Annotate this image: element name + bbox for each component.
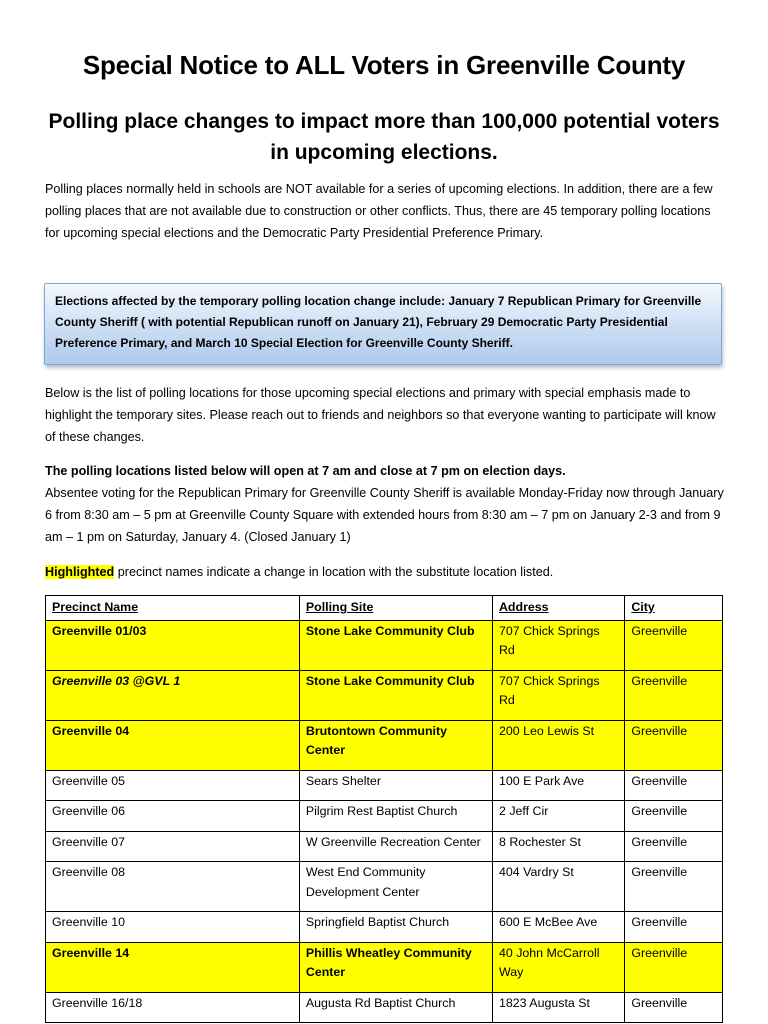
polling-site-cell: Phillis Wheatley Community Center	[299, 942, 492, 992]
highlight-legend	[45, 561, 725, 583]
table-row	[46, 992, 723, 1023]
table-row	[46, 942, 723, 992]
polling-site-cell: Stone Lake Community Club	[299, 670, 492, 720]
address-cell: 1823 Augusta St	[492, 992, 624, 1023]
city-cell: Greenville	[625, 942, 723, 992]
absentee-voting-text: Absentee voting for the Republican Primary for Greenville County Sheriff is available Monday-Friday now through January 6 from 8:30 am – 5 pm at Greenville County Square with extended hours from 8:30 am – 7 pm on January 2-3 and from 9 am – 1 pm on Saturday, January 4. (Closed January 1)	[45, 486, 724, 544]
precinct-name-cell: Greenville 16/18	[46, 992, 300, 1023]
address-cell: 100 E Park Ave	[492, 770, 624, 801]
elections-callout-box: Elections affected by the temporary polling location change include: January 7 Republican Primary for Greenville County Sheriff ( with potential Republican runoff on January 21), February 29 Democratic Party Presidential Preference Primary, and March 10 Special Election for Greenville County Sheriff.	[44, 283, 722, 365]
address-cell: 200 Leo Lewis St	[492, 720, 624, 770]
address-cell: 2 Jeff Cir	[492, 801, 624, 832]
precinct-name-cell: Greenville 06	[46, 801, 300, 832]
city-cell: Greenville	[625, 720, 723, 770]
polling-site-cell: Springfield Baptist Church	[299, 912, 492, 943]
precinct-name-cell: Greenville 04	[46, 720, 300, 770]
precinct-name-cell: Greenville 10	[46, 912, 300, 943]
city-cell: Greenville	[625, 992, 723, 1023]
table-row	[46, 720, 723, 770]
city-cell: Greenville	[625, 831, 723, 862]
table-row	[46, 801, 723, 832]
city-cell: Greenville	[625, 670, 723, 720]
precinct-name-cell: Greenville 08	[46, 862, 300, 912]
precinct-name-cell: Greenville 01/03	[46, 620, 300, 670]
address-cell: 40 John McCarroll Way	[492, 942, 624, 992]
precinct-name-cell: Greenville 07	[46, 831, 300, 862]
table-row	[46, 912, 723, 943]
highlighted-label: Highlighted	[45, 565, 115, 579]
address-cell: 600 E McBee Ave	[492, 912, 624, 943]
table-row	[46, 770, 723, 801]
city-cell: Greenville	[625, 912, 723, 943]
table-header-row	[46, 596, 723, 621]
polling-site-cell: Sears Shelter	[299, 770, 492, 801]
hours-paragraph	[45, 460, 725, 548]
address-cell: 707 Chick Springs Rd	[492, 670, 624, 720]
legend-text: precinct names indicate a change in location with the substitute location listed.	[114, 565, 554, 579]
table-row	[46, 620, 723, 670]
table-body	[46, 620, 723, 1023]
intro-paragraph: Polling places normally held in schools are NOT available for a series of upcoming elections. In addition, there are a few polling places that are not available due to construction or other conflicts. Thus, there are 45 temporary polling locations for upcoming special elections and the Democratic Party Presidential Preference Primary.	[45, 182, 713, 240]
table-row	[46, 862, 723, 912]
polling-site-cell: West End Community Development Center	[299, 862, 492, 912]
address-cell: 707 Chick Springs Rd	[492, 620, 624, 670]
precinct-name-cell: Greenville 03 @GVL 1	[46, 670, 300, 720]
polling-site-cell: Augusta Rd Baptist Church	[299, 992, 492, 1023]
polling-hours-text: The polling locations listed below will open at 7 am and close at 7 pm on election days.	[45, 464, 566, 478]
city-cell: Greenville	[625, 801, 723, 832]
polling-site-cell: Stone Lake Community Club	[299, 620, 492, 670]
address-cell: 404 Vardry St	[492, 862, 624, 912]
precinct-name-cell: Greenville 05	[46, 770, 300, 801]
page-title: Special Notice to ALL Voters in Greenville County	[82, 50, 686, 80]
page-subtitle: Polling place changes to impact more than 100,000 potential voters in upcoming elections.	[48, 110, 720, 164]
header-address: Address	[492, 596, 624, 621]
table-row	[46, 831, 723, 862]
polling-site-cell: W Greenville Recreation Center	[299, 831, 492, 862]
list-intro-paragraph: Below is the list of polling locations for those upcoming special elections and primary with special emphasis made to highlight the temporary sites. Please reach out to friends and neighbors so that everyone wanting to participate will know of these changes.	[45, 386, 716, 444]
header-city: City	[625, 596, 723, 621]
header-polling-site: Polling Site	[299, 596, 492, 621]
precinct-name-cell: Greenville 14	[46, 942, 300, 992]
polling-site-cell: Brutontown Community Center	[299, 720, 492, 770]
city-cell: Greenville	[625, 862, 723, 912]
address-cell: 8 Rochester St	[492, 831, 624, 862]
polling-locations-table	[45, 595, 723, 1023]
header-precinct-name: Precinct Name	[46, 596, 300, 621]
city-cell: Greenville	[625, 770, 723, 801]
city-cell: Greenville	[625, 620, 723, 670]
table-row	[46, 670, 723, 720]
polling-site-cell: Pilgrim Rest Baptist Church	[299, 801, 492, 832]
